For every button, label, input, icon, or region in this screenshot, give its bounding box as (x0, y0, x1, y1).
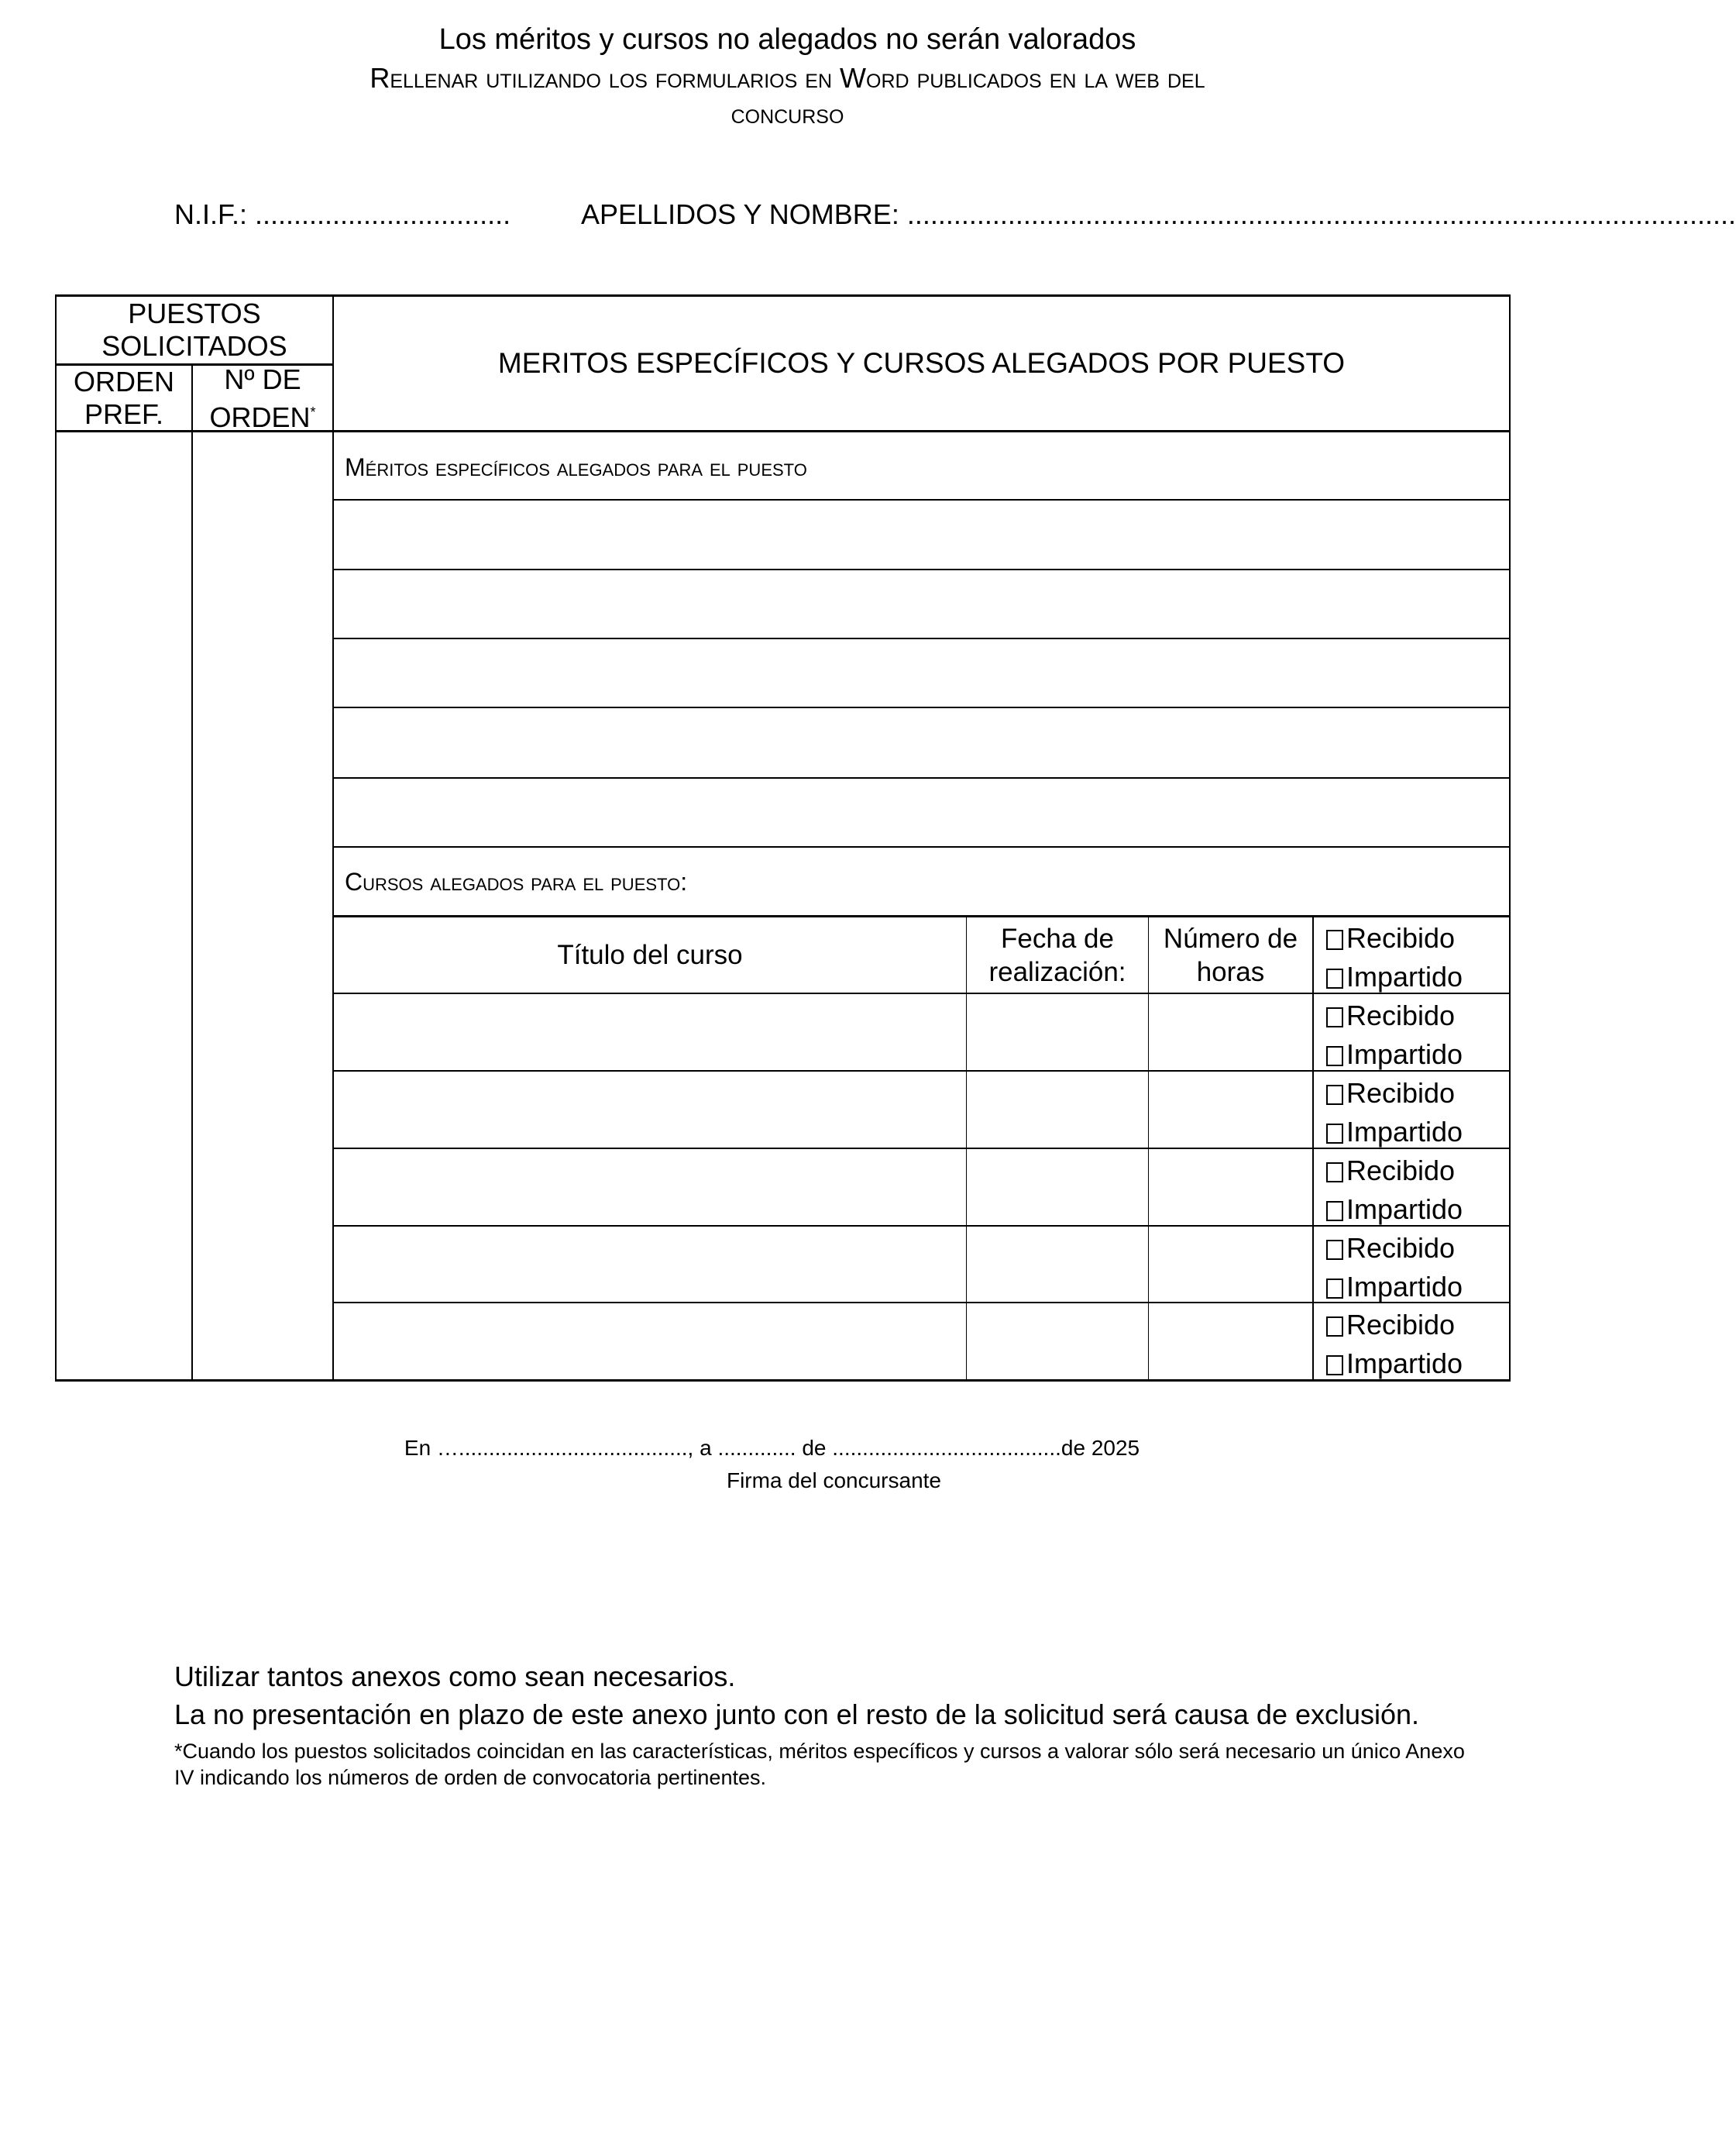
course-row-1-options (1326, 996, 1463, 1074)
checkbox-icon (1326, 930, 1343, 950)
impartido-checkbox[interactable] (1326, 958, 1463, 996)
checkbox-icon (1326, 1162, 1343, 1182)
course-row-2-options (1326, 1074, 1463, 1151)
col-fecha-header: Fecha de realización: (988, 923, 1126, 987)
checkbox-icon (1326, 1355, 1343, 1375)
note-1: Utilizar tantos anexos como sean necesarios. (174, 1661, 736, 1692)
recibido-label: Recibido (1346, 1309, 1456, 1341)
num-orden-header (193, 363, 332, 433)
header-line-2: Rellenar utilizando los formularios en Word publicados en la web del (370, 62, 1205, 94)
recibido-label: Recibido (1346, 1155, 1456, 1186)
recibido-checkbox[interactable] (1326, 1306, 1463, 1344)
impartido-label: Impartido (1346, 1347, 1463, 1379)
impartido-label: Impartido (1346, 1193, 1463, 1225)
impartido-checkbox[interactable] (1326, 1113, 1463, 1151)
impartido-checkbox[interactable] (1326, 1190, 1463, 1229)
col-horas-header: Número de horas (1163, 923, 1298, 987)
impartido-label: Impartido (1346, 1038, 1463, 1070)
impartido-label: Impartido (1346, 1116, 1463, 1148)
impartido-checkbox[interactable] (1326, 1268, 1463, 1306)
checkbox-icon (1326, 1201, 1343, 1221)
impartido-label: Impartido (1346, 961, 1463, 993)
recibido-label: Recibido (1346, 1232, 1456, 1264)
name-field[interactable]: APELLIDOS Y NOMBRE: ........................................................................................................... (581, 198, 1736, 230)
recibido-checkbox[interactable] (1326, 1151, 1463, 1190)
col-titulo-header: Título del curso (557, 939, 743, 970)
header-line-3: concurso (730, 98, 844, 129)
recibido-label: Recibido (1346, 922, 1456, 954)
orden-pref-header: ORDEN PREF. (73, 366, 174, 430)
note-3: *Cuando los puestos solicitados coincidan en las características, méritos específicos y cursos a valorar sólo será necesario un único Anexo IV indicando los números de orden de convocatoria pertinentes. (174, 1740, 1465, 1789)
recibido-checkbox[interactable] (1326, 1074, 1463, 1113)
recibido-label: Recibido (1346, 1000, 1456, 1031)
footnote-mark: * (310, 404, 316, 420)
num-orden-text: Nº DE ORDEN (209, 363, 311, 433)
recibido-checkbox[interactable] (1326, 919, 1463, 958)
checkbox-icon (1326, 1007, 1343, 1027)
cursos-label: Cursos alegados para el puesto: (345, 868, 688, 896)
course-row-4-options (1326, 1229, 1463, 1306)
checkbox-icon (1326, 969, 1343, 989)
meritos-label: Méritos específicos alegados para el puesto (345, 453, 807, 481)
checkbox-icon (1326, 1124, 1343, 1144)
place-date-line[interactable]: En …......................................, a ............. de ......................................de 2025 (404, 1436, 1140, 1460)
impartido-label: Impartido (1346, 1271, 1463, 1303)
nif-field[interactable]: N.I.F.: ................................. (174, 198, 511, 230)
course-row-5-options (1326, 1306, 1463, 1383)
checkbox-icon (1326, 1279, 1343, 1299)
course-row-3-options (1326, 1151, 1463, 1229)
note-2: La no presentación en plazo de este anexo junto con el resto de la solicitud será causa de exclusión. (174, 1698, 1420, 1730)
type-options (1326, 919, 1463, 996)
main-header: MERITOS ESPECÍFICOS Y CURSOS ALEGADOS POR PUESTO (497, 347, 1346, 379)
checkbox-icon (1326, 1085, 1343, 1105)
checkbox-icon (1326, 1046, 1343, 1066)
checkbox-icon (1326, 1240, 1343, 1260)
recibido-checkbox[interactable] (1326, 996, 1463, 1035)
header-line-1: Los méritos y cursos no alegados no serán valorados (438, 23, 1136, 56)
checkbox-icon (1326, 1316, 1343, 1337)
puestos-header: PUESTOS SOLICITADOS (101, 298, 287, 362)
recibido-label: Recibido (1346, 1077, 1456, 1109)
impartido-checkbox[interactable] (1326, 1035, 1463, 1074)
signature-label: Firma del concursante (726, 1468, 941, 1492)
recibido-checkbox[interactable] (1326, 1229, 1463, 1268)
impartido-checkbox[interactable] (1326, 1344, 1463, 1383)
